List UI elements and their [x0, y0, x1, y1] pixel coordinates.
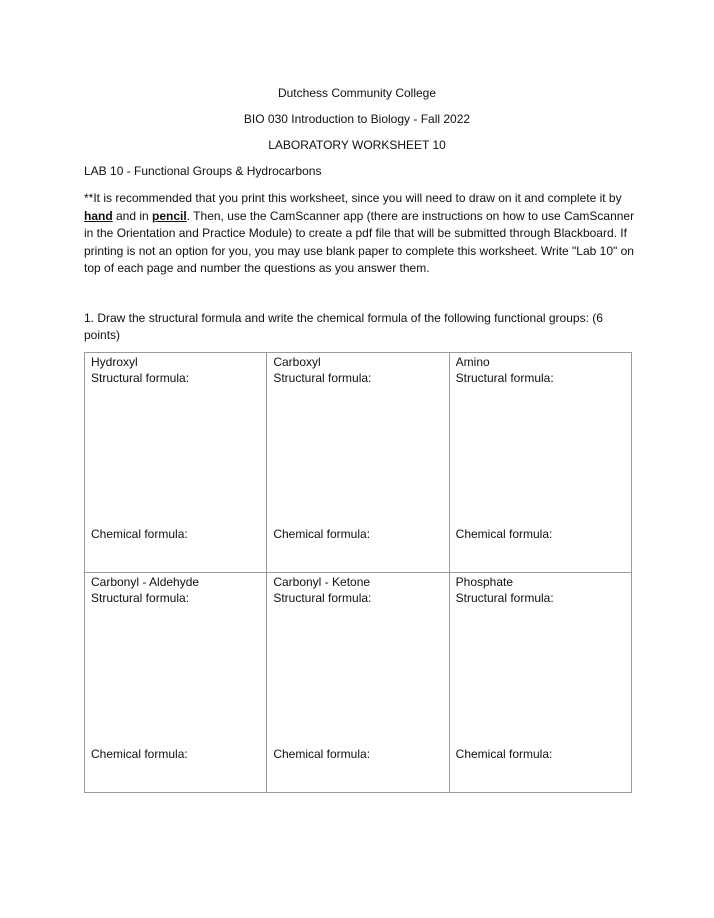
group-name: Hydroxyl	[91, 355, 138, 369]
instructions-text-3: . Then, use the CamScanner app (there are instructions on how to use CamScanner in the Orientation and Practice Module) to create a pdf file that will be submitted through Blackboard. If printing is not an option for you, you may use blank paper to complete this worksheet. Write "Lab 10" on top of each page and number the questions as you answer them.	[84, 208, 635, 275]
table-cell-hydroxyl[interactable]	[85, 353, 267, 573]
structural-formula-label: Structural formula:	[273, 591, 372, 605]
group-name: Carboxyl	[273, 355, 321, 369]
instructions-text-1: **It is recommended that you print this worksheet, since you will need to draw on it and complete it by	[84, 191, 622, 205]
group-name: Carbonyl - Aldehyde	[91, 575, 200, 589]
table-cell-carboxyl[interactable]	[267, 353, 449, 573]
table-row	[85, 573, 632, 793]
instructions-emphasis-pencil: pencil	[152, 208, 187, 223]
group-name: Carbonyl - Ketone	[273, 575, 371, 589]
college-name: Dutchess Community College	[277, 86, 437, 100]
instructions-emphasis-hand: hand	[84, 208, 113, 223]
structural-formula-label: Structural formula:	[91, 371, 190, 385]
group-name: Amino	[455, 355, 490, 369]
chemical-formula-label: Chemical formula:	[455, 747, 553, 761]
group-name: Phosphate	[455, 575, 514, 589]
structural-formula-label: Structural formula:	[455, 591, 554, 605]
course-title: BIO 030 Introduction to Biology - Fall 2022	[243, 112, 471, 126]
table-row	[85, 353, 632, 573]
functional-groups-table	[84, 352, 632, 793]
structural-formula-label: Structural formula:	[455, 371, 554, 385]
structural-formula-label: Structural formula:	[273, 371, 372, 385]
chemical-formula-label: Chemical formula:	[455, 527, 553, 541]
table-cell-phosphate[interactable]	[449, 573, 631, 793]
lab-title: LAB 10 - Functional Groups & Hydrocarbons	[84, 164, 322, 178]
chemical-formula-label: Chemical formula:	[91, 747, 188, 761]
table-cell-ketone[interactable]	[267, 573, 449, 793]
chemical-formula-label: Chemical formula:	[273, 747, 371, 761]
worksheet-title: LABORATORY WORKSHEET 10	[268, 138, 446, 152]
instructions-text-2: and in	[112, 208, 153, 223]
structural-formula-label: Structural formula:	[91, 591, 190, 605]
question-1: 1. Draw the structural formula and write the chemical formula of the following functional groups: (6 points)	[84, 311, 603, 342]
chemical-formula-label: Chemical formula:	[91, 527, 188, 541]
table-cell-amino[interactable]	[449, 353, 631, 573]
chemical-formula-label: Chemical formula:	[273, 527, 371, 541]
table-cell-aldehyde[interactable]	[85, 573, 267, 793]
instructions-paragraph	[84, 190, 640, 278]
